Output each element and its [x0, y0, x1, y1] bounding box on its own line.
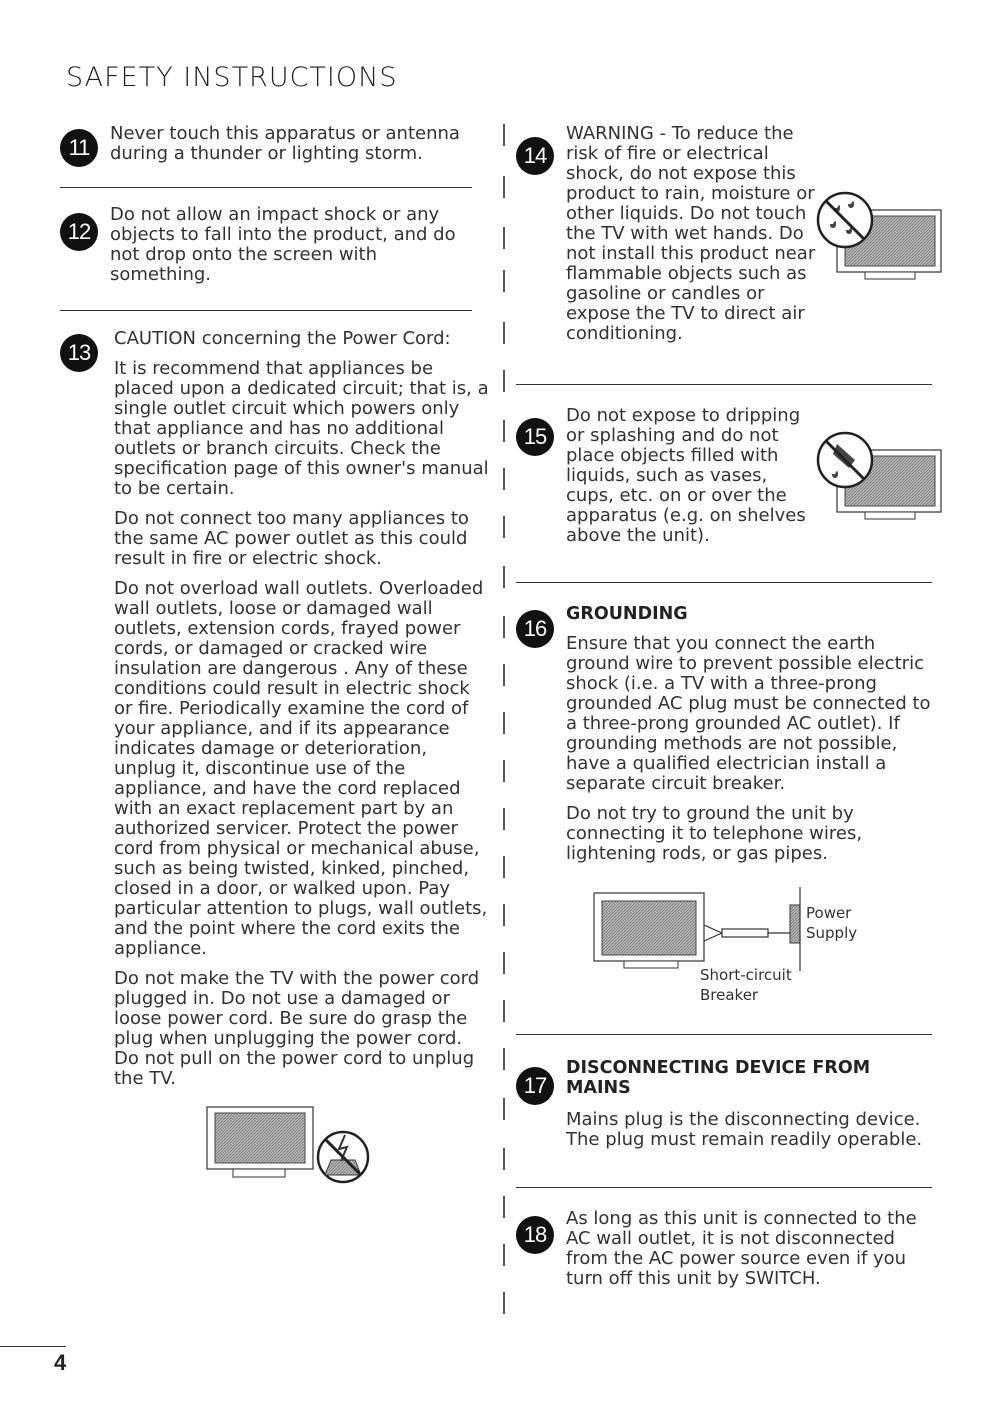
item-16-block: [566, 604, 938, 874]
item-13-block: [114, 329, 489, 1099]
breaker-label-1: Short-circuit: [700, 966, 792, 984]
breaker-label-2: Breaker: [700, 986, 759, 1004]
tv-no-cord-damage-icon: [205, 1105, 375, 1185]
item-18-text: As long as this unit is connected to the AC wall outlet, it is not disconnected from the AC power source even if you turn off this unit by SWITCH.: [566, 1208, 917, 1289]
page-number-rule: [0, 1346, 66, 1347]
item-12-text: Do not allow an impact shock or any objects to fall into the product, and do not drop onto the screen with something.: [110, 204, 456, 285]
item-13-para-2: Do not connect too many appliances to the same AC power outlet as this could result in fire or electric shock.: [114, 508, 469, 569]
breaker-label: [700, 965, 792, 1005]
item-15-text: Do not expose to dripping or splashing and do not place objects filled with liquids, such as vases, cups, etc. on or over the apparatus (e.g. on shelves above the unit).: [566, 405, 806, 546]
power-label-2: Supply: [806, 924, 858, 942]
item-13-heading: CAUTION concerning the Power Cord:: [114, 328, 451, 349]
divider: [516, 1187, 932, 1188]
divider: [60, 187, 472, 188]
item-number-14: 14: [516, 137, 554, 175]
page-number: 4: [54, 1350, 67, 1375]
divider: [60, 310, 472, 311]
item-number-18: 18: [516, 1216, 554, 1254]
item-number-17: 17: [516, 1067, 554, 1105]
item-17-text: Mains plug is the disconnecting device. The plug must remain readily operable.: [566, 1109, 923, 1150]
item-17-heading: DISCONNECTING DEVICE FROM MAINS: [566, 1058, 871, 1098]
item-13-para-3: Do not overload wall outlets. Overloaded wall outlets, loose or damaged wall outlets, extension cords, frayed power cords, or damaged or cracked wire insulation are dangerous . Any of these conditions could result in electric shock or fire. Periodically examine the cord of your appliance, and if its appearance indicates damage or deterioration, unplug it, discontinue use of the appliance, and have the cord replaced with an exact replacement part by an authorized servicer. Protect the power cord from physical or mechanical abuse, such as being twisted, kinked, pinched, closed in a door, or walked upon. Pay particular attention to plugs, wall outlets, and the point where the cord exits the appliance.: [114, 578, 488, 959]
item-number-15: 15: [516, 418, 554, 456]
tv-no-vase-icon: [815, 430, 943, 522]
item-16-para-1: Ensure that you connect the earth ground wire to prevent possible electric shock (i.e. a TV with a three-prong grounded AC plug must be connected to a three-prong grounded AC outlet). If grounding methods are not possible, have a qualified electrician install a separate circuit breaker.: [566, 633, 931, 794]
divider: [516, 384, 932, 385]
power-supply-label: [806, 903, 857, 943]
item-number-11: 11: [60, 129, 98, 167]
item-number-12: 12: [60, 213, 98, 251]
item-11-text: Never touch this apparatus or antenna during a thunder or lighting storm.: [110, 123, 460, 164]
item-number-16: 16: [516, 610, 554, 648]
item-16-heading: GROUNDING: [566, 604, 688, 624]
divider: [516, 582, 932, 583]
item-13-para-4: Do not make the TV with the power cord plugged in. Do not use a damaged or loose power cord. Be sure do grasp the plug when unplugging the power cord. Do not pull on the power cord to unplug the TV.: [114, 968, 480, 1089]
item-13-para-1: It is recommend that appliances be placed upon a dedicated circuit; that is, a single outlet circuit which powers only that appliance and has no additional outlets or branch circuits. Check the specification page of this owner's manual to be certain.: [114, 358, 489, 499]
item-number-13: 13: [60, 334, 98, 372]
power-label-1: Power: [806, 904, 852, 922]
item-16-para-2: Do not try to ground the unit by connecting it to telephone wires, lightening rods, or gas pipes.: [566, 803, 863, 864]
item-17-block: [566, 1058, 938, 1160]
page-title: SAFETY INSTRUCTIONS: [66, 62, 398, 93]
item-14-text: WARNING - To reduce the risk of fire or electrical shock, do not expose this product to rain, moisture or other liquids. Do not touch the TV with wet hands. Do not install this product near flammable objects such as gasoline or candles or expose the TV to direct air conditioning.: [566, 123, 816, 344]
tv-no-water-icon: [815, 190, 943, 282]
divider: [516, 1034, 932, 1035]
